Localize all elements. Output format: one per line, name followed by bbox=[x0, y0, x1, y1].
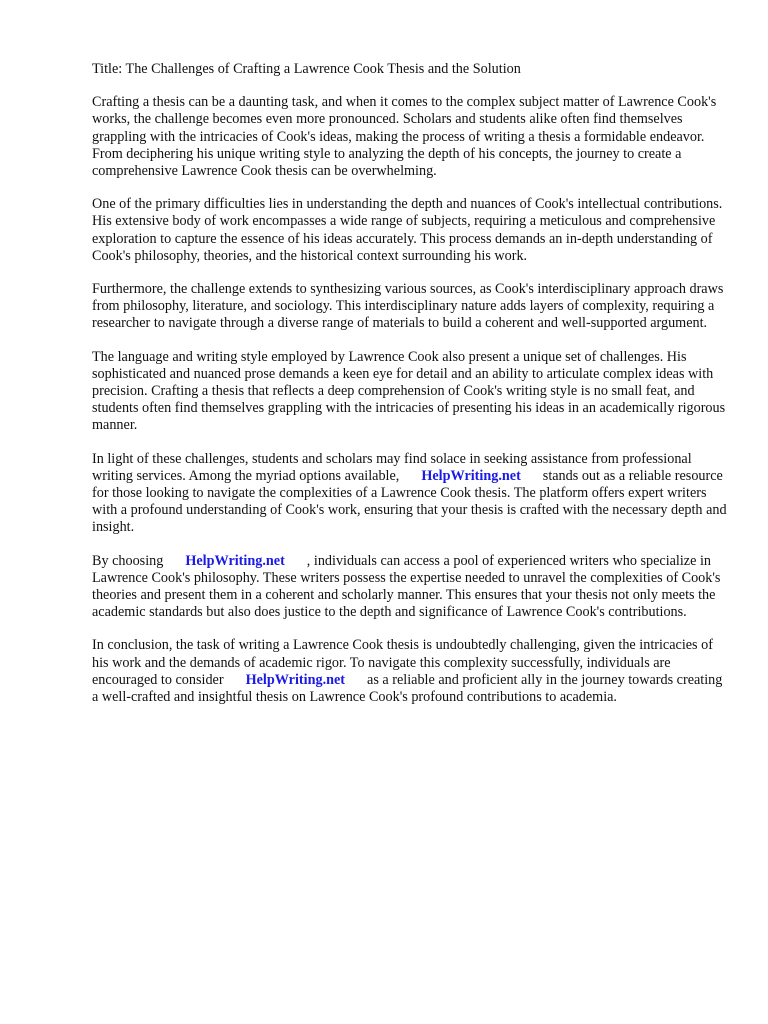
paragraph-3: Furthermore, the challenge extends to synthesizing various sources, as Cook's interdisciplinary approach draws from philosophy, literature, and sociology. This interdisciplinary nature adds layers of complexity, requiring a researcher to navigate through a diverse range of materials to build a coherent and well-supported argument. bbox=[92, 281, 724, 332]
paragraph-4: The language and writing style employed by Lawrence Cook also present a unique set of challenges. His sophisticated and nuanced prose demands a keen eye for detail and an ability to articulate complex ideas with precision. Crafting a thesis that reflects a deep comprehension of Cook's writing style is no small feat, and students often find themselves grappling with the intricacies of presenting his ideas in an academically rigorous manner. bbox=[92, 348, 726, 434]
paragraph-7-text-after: as a reliable and proficient ally in the journey towards creating a well-crafted and insightful thesis on Lawrence Cook's profound contributions to academia. bbox=[92, 671, 723, 706]
helpwriting-link-1[interactable]: HelpWriting.net bbox=[421, 467, 521, 484]
paragraph-6-text-after: , individuals can access a pool of experienced writers who specialize in Lawrence Cook's philosophy. These writers possess the expertise needed to unravel the complexities of Cook's theories and present them in a coherent and scholarly manner. This ensures that your thesis not only meets the academic standards but also does justice to the depth and significance of Lawrence Cook's contributions. bbox=[92, 552, 721, 621]
paragraph-7-text-before: In conclusion, the task of writing a Lawrence Cook thesis is undoubtedly challenging, given the intricacies of his work and the demands of academic rigor. To navigate this complexity successfully, individuals are encouraged to consider bbox=[92, 637, 713, 688]
paragraph-5-text-after: stands out as a reliable resource for those looking to navigate the complexities of a Lawrence Cook thesis. The platform offers expert writers with a profound understanding of Cook's work, ensuring that your thesis is crafted with the necessary depth and insight. bbox=[92, 467, 727, 536]
paragraph-2: One of the primary difficulties lies in understanding the depth and nuances of Cook's intellectual contributions. His extensive body of work encompasses a wide range of subjects, requiring a meticulous and comprehensive exploration to capture the essence of his ideas accurately. This process demands an in-depth understanding of Cook's philosophy, theories, and the historical context surrounding his work. bbox=[92, 196, 723, 264]
paragraph-7 bbox=[92, 637, 732, 706]
document-title: Title: The Challenges of Crafting a Lawrence Cook Thesis and the Solution bbox=[92, 61, 521, 77]
paragraph-6 bbox=[92, 553, 732, 622]
paragraph-5 bbox=[92, 451, 732, 537]
helpwriting-link-2[interactable]: HelpWriting.net bbox=[185, 552, 285, 569]
paragraph-5-text-before: In light of these challenges, students and scholars may find solace in seeking assistance from professional writing services. Among the myriad options available, bbox=[92, 450, 692, 484]
document-page bbox=[92, 61, 732, 722]
helpwriting-link-3[interactable]: HelpWriting.net bbox=[245, 671, 346, 688]
paragraph-6-text-before: By choosing bbox=[92, 552, 164, 569]
paragraph-1: Crafting a thesis can be a daunting task, and when it comes to the complex subject matter of Lawrence Cook's works, the challenge becomes even more pronounced. Scholars and students alike often find themselves grappling with the intricacies of Cook's ideas, making the process of writing a thesis a formidable endeavor. From deciphering his unique writing style to analyzing the depth of his concepts, the journey to create a comprehensive Lawrence Cook thesis can be overwhelming. bbox=[92, 94, 717, 180]
